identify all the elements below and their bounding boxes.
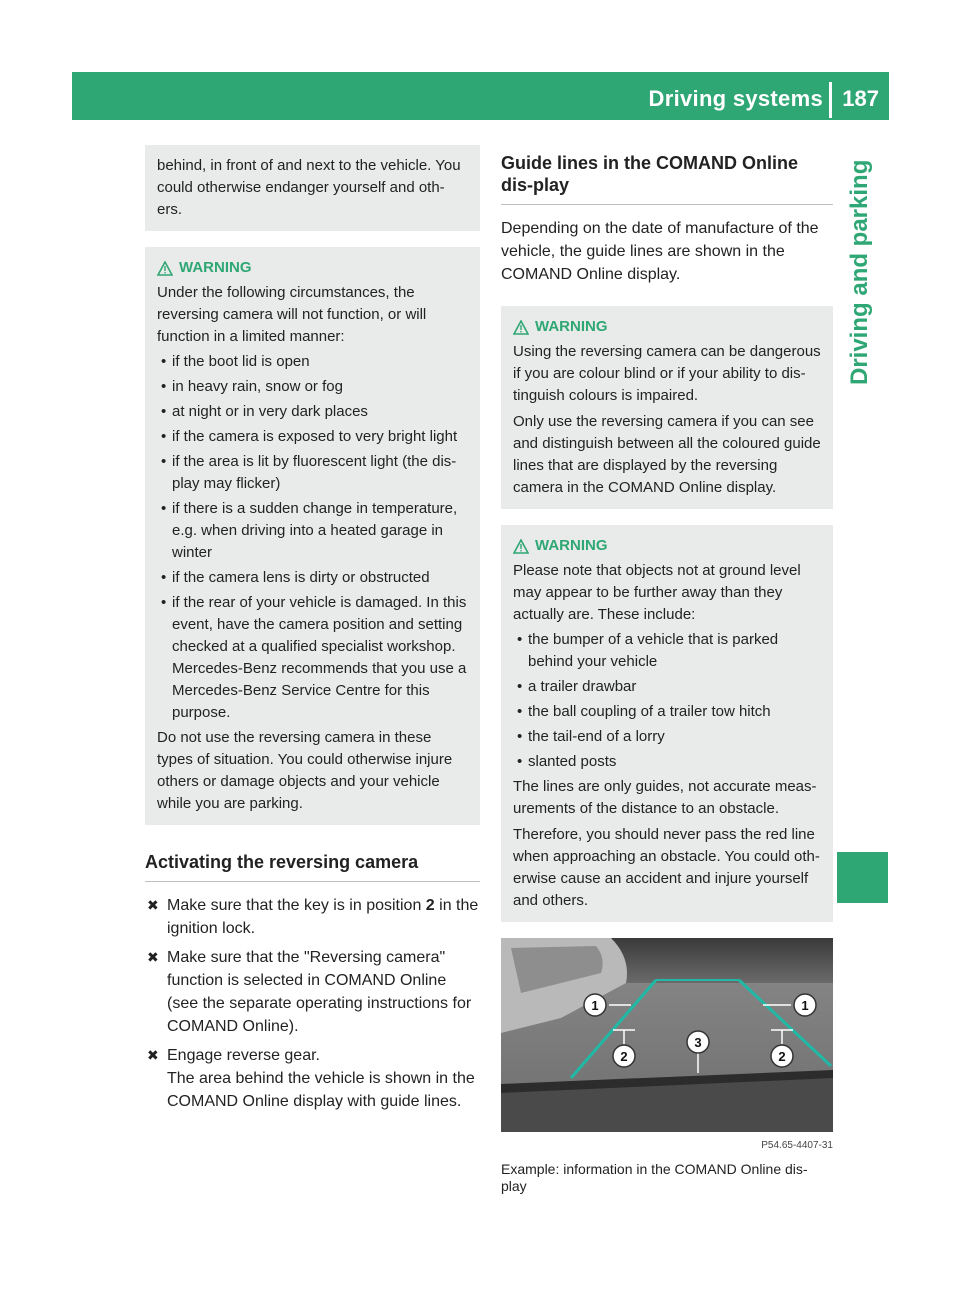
- step-text: Make sure that the "Reversing camera" function is selected in COMAND Online (see the separate operating instructions for COMAND Online).: [167, 949, 472, 1035]
- step-text: Make sure that the key is in position: [167, 897, 426, 914]
- warning-box-2: [501, 306, 833, 509]
- warning-heading: [513, 535, 821, 557]
- warning-list: [157, 351, 468, 724]
- list-item: • a trailer drawbar: [513, 676, 821, 698]
- warning-paragraph: The lines are only guides, not accurate meas-urements of the distance to an obstacle.: [513, 778, 817, 817]
- list-item: • if the camera is exposed to very bright light: [157, 426, 468, 448]
- callout-2-right: [771, 1045, 793, 1067]
- warning-paragraph: Using the reversing camera can be dangerous if you are colour blind or if your ability to dis-tinguish colours is impaired.: [513, 343, 821, 404]
- warning-triangle-icon: [157, 261, 173, 276]
- callout-1-right: [794, 994, 816, 1016]
- figure-code: P54.65-4407-31: [761, 1140, 833, 1151]
- list-item: • if the area is lit by fluorescent light (the dis-play may flicker): [157, 451, 468, 495]
- warning-title: WARNING: [535, 537, 608, 554]
- step-result: The area behind the vehicle is shown in the COMAND Online display with guide lines.: [167, 1070, 475, 1110]
- callout-3: [687, 1031, 709, 1053]
- list-item: • slanted posts: [513, 751, 821, 773]
- camera-display-image: [501, 938, 833, 1132]
- side-tab-label: Driving and parking: [846, 159, 873, 385]
- step-list: [145, 894, 480, 1113]
- warning-intro: Please note that objects not at ground level may appear to be further away than they actually are. These include:: [513, 562, 801, 623]
- step-item: [145, 894, 480, 940]
- page-number: 187: [842, 86, 879, 111]
- intro-box-text: behind, in front of and next to the vehicle. You could otherwise endanger yourself and oth-ers.: [157, 157, 461, 218]
- list-item: • if the rear of your vehicle is damaged. In this event, have the camera position and setting checked at a qualified specialist workshop. Mercedes-Benz recommends that you use a Mercedes-Benz Service Centre for this purpose.: [157, 592, 468, 724]
- step-arrow-icon: ✖: [147, 949, 159, 965]
- warning-triangle-icon: [513, 320, 529, 335]
- list-item: • if there is a sudden change in temperature, e.g. when driving into a heated garage in winter: [157, 498, 468, 564]
- warning-heading: [513, 316, 821, 338]
- step-text-end: in the ignition lock.: [167, 897, 479, 937]
- camera-display-illustration: [501, 938, 833, 1132]
- side-tab-marker: [837, 852, 888, 903]
- callout-label: 2: [620, 1049, 628, 1064]
- warning-box-3: [501, 525, 833, 922]
- callout-2-left: [613, 1045, 635, 1067]
- warning-heading: [157, 257, 468, 279]
- list-item: • at night or in very dark places: [157, 401, 468, 423]
- list-item: • in heavy rain, snow or fog: [157, 376, 468, 398]
- figure-caption: Example: information in the COMAND Online dis-play: [501, 1161, 808, 1194]
- warning-list: [513, 629, 821, 773]
- header-divider: [829, 82, 832, 118]
- section-title-guide-lines: Guide lines in the COMAND Online dis-play: [501, 152, 833, 205]
- callout-label: 1: [801, 998, 809, 1013]
- warning-intro: Under the following circumstances, the reversing camera will not function, or will function in a limited manner:: [157, 284, 427, 345]
- list-item: • the tail-end of a lorry: [513, 726, 821, 748]
- header-title: Driving systems: [648, 86, 823, 111]
- warning-title: WARNING: [179, 259, 252, 276]
- callout-1-left: [584, 994, 606, 1016]
- header-bar: [72, 72, 889, 120]
- guide-lines-intro: Depending on the date of manufacture of the vehicle, the guide lines are shown in the COMAND Online display.: [501, 220, 819, 283]
- warning-paragraph: Only use the reversing camera if you can see and distinguish between all the coloured guide lines that are displayed by the reversing camera in the COMAND Online display.: [513, 413, 821, 496]
- right-column: [501, 152, 833, 1195]
- callout-label: 3: [694, 1035, 702, 1050]
- step-item: [145, 946, 480, 1038]
- warning-box-1: [145, 247, 480, 825]
- warning-outro: Do not use the reversing camera in these types of situation. You could otherwise injure others or damage objects and your vehicle while you are parking.: [157, 729, 453, 812]
- warning-paragraph: Therefore, you should never pass the red line when approaching an obstacle. You could oth-erwise cause an accident and injure yourself and others.: [513, 826, 820, 909]
- list-item: • the ball coupling of a trailer tow hitch: [513, 701, 821, 723]
- step-item: [145, 1044, 480, 1113]
- list-item: • if the boot lid is open: [157, 351, 468, 373]
- callout-label: 1: [591, 998, 599, 1013]
- section-title-activating: Activating the reversing camera: [145, 851, 480, 882]
- left-column: [145, 145, 480, 1119]
- warning-title: WARNING: [535, 318, 608, 335]
- list-item: • if the camera lens is dirty or obstructed: [157, 567, 468, 589]
- step-key-position: 2: [425, 897, 435, 914]
- intro-box: [145, 145, 480, 231]
- callout-label: 2: [778, 1049, 786, 1064]
- list-item: • the bumper of a vehicle that is parked behind your vehicle: [513, 629, 821, 673]
- step-arrow-icon: ✖: [147, 897, 159, 913]
- step-text: Engage reverse gear.: [167, 1047, 320, 1064]
- warning-triangle-icon: [513, 539, 529, 554]
- step-arrow-icon: ✖: [147, 1047, 159, 1063]
